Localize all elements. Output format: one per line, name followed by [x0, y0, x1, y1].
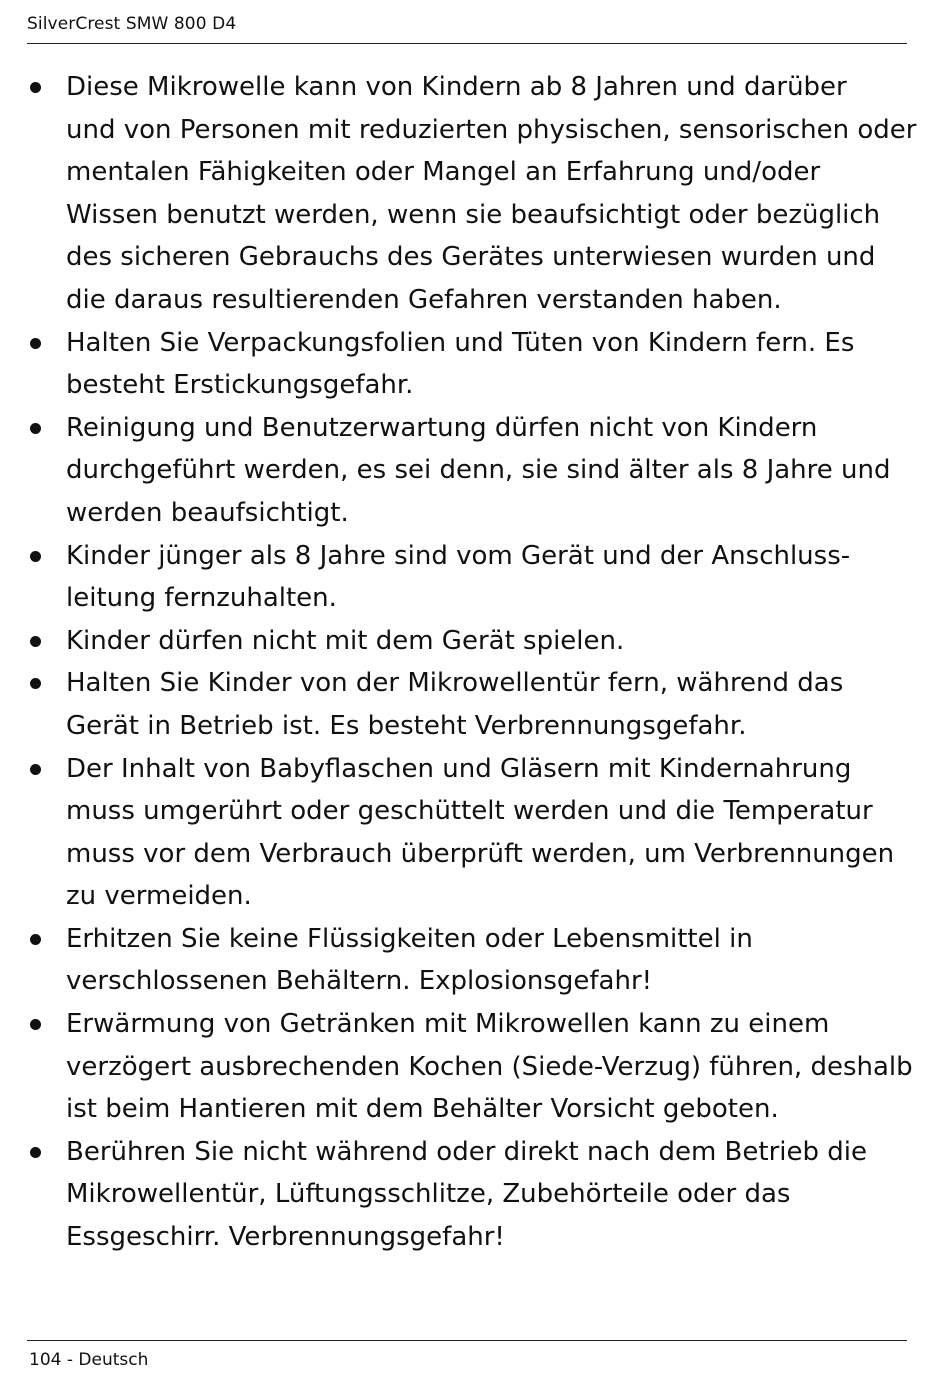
list-item: [27, 322, 922, 407]
list-item-text-line: Mikrowellentür, Lüftungsschlitze, Zubehörteile oder das: [66, 1179, 791, 1210]
list-item: [27, 662, 922, 747]
list-item: [27, 407, 922, 535]
list-item-text-line: muss umgerührt oder geschüttelt werden und die Temperatur: [66, 796, 873, 827]
bullet-icon: [30, 338, 41, 349]
list-item-text-line: Reinigung und Benutzerwartung dürfen nicht von Kindern: [66, 412, 818, 443]
list-item-text-line: die daraus resultierenden Gefahren verstanden haben.: [66, 284, 782, 315]
list-item-text-line: verzögert ausbrechenden Kochen (Siede-Verzug) führen, deshalb: [66, 1051, 913, 1082]
list-item: [27, 918, 922, 1003]
bullet-icon: [30, 764, 41, 775]
header-title: SilverCrest SMW 800 D4: [27, 14, 237, 34]
list-item-text-line: Kinder dürfen nicht mit dem Gerät spielen.: [66, 625, 625, 656]
list-item-text-line: mentalen Fähigkeiten oder Mangel an Erfahrung und/oder: [66, 157, 821, 188]
list-item-text-line: Berühren Sie nicht während oder direkt nach dem Betrieb die: [66, 1136, 867, 1167]
list-item-text-line: des sicheren Gebrauchs des Gerätes unterwiesen wurden und: [66, 242, 876, 273]
list-item-text-line: Erwärmung von Getränken mit Mikrowellen kann zu einem: [66, 1009, 830, 1040]
list-item-text-line: leitung fernzuhalten.: [66, 583, 337, 614]
page-footer: [27, 1340, 907, 1370]
list-item-text-line: ist beim Hantieren mit dem Behälter Vorsicht geboten.: [66, 1094, 779, 1125]
bullet-icon: [30, 423, 41, 434]
safety-instructions-list: [27, 66, 922, 1259]
list-item: [27, 66, 922, 322]
page-content: [27, 66, 922, 1259]
list-item: [27, 1131, 922, 1259]
page-header: [27, 10, 907, 44]
list-item-text-line: durchgeführt werden, es sei denn, sie sind älter als 8 Jahre und: [66, 455, 891, 486]
list-item-text-line: besteht Erstickungsgefahr.: [66, 370, 414, 401]
bullet-icon: [30, 934, 41, 945]
list-item-text-line: werden beaufsichtigt.: [66, 497, 349, 528]
list-item-text-line: Der Inhalt von Babyflaschen und Gläsern mit Kindernahrung: [66, 753, 852, 784]
footer-page-label: 104 - Deutsch: [29, 1350, 149, 1370]
list-item-text-line: Diese Mikrowelle kann von Kindern ab 8 Jahren und darüber: [66, 72, 847, 102]
list-item-text-line: Gerät in Betrieb ist. Es besteht Verbrennungsgefahr.: [66, 710, 747, 741]
bullet-icon: [30, 636, 41, 647]
list-item-text-line: zu vermeiden.: [66, 881, 252, 912]
list-item-text-line: Wissen benutzt werden, wenn sie beaufsichtigt oder bezüglich: [66, 199, 881, 230]
list-item-text-line: Essgeschirr. Verbrennungsgefahr!: [66, 1222, 505, 1253]
list-item-text-line: verschlossenen Behältern. Explosionsgefahr!: [66, 966, 653, 997]
list-item-text-line: Erhitzen Sie keine Flüssigkeiten oder Lebensmittel in: [66, 923, 753, 954]
bullet-icon: [30, 1019, 41, 1030]
list-item-text-line: muss vor dem Verbrauch überprüft werden, um Verbrennungen: [66, 838, 895, 869]
list-item: [27, 620, 922, 663]
list-item-text-line: Kinder jünger als 8 Jahre sind vom Gerät und der Anschluss-: [66, 540, 851, 571]
bullet-icon: [30, 1147, 41, 1158]
list-item-text-line: Halten Sie Verpackungsfolien und Tüten von Kindern fern. Es: [66, 327, 855, 358]
list-item-text-line: und von Personen mit reduzierten physischen, sensorischen oder: [66, 114, 917, 145]
list-item-text-line: Halten Sie Kinder von der Mikrowellentür fern, während das: [66, 668, 844, 699]
bullet-icon: [30, 551, 41, 562]
bullet-icon: [30, 82, 41, 93]
bullet-icon: [30, 678, 41, 689]
list-item: [27, 535, 922, 620]
list-item: [27, 748, 922, 918]
list-item: [27, 1003, 922, 1131]
